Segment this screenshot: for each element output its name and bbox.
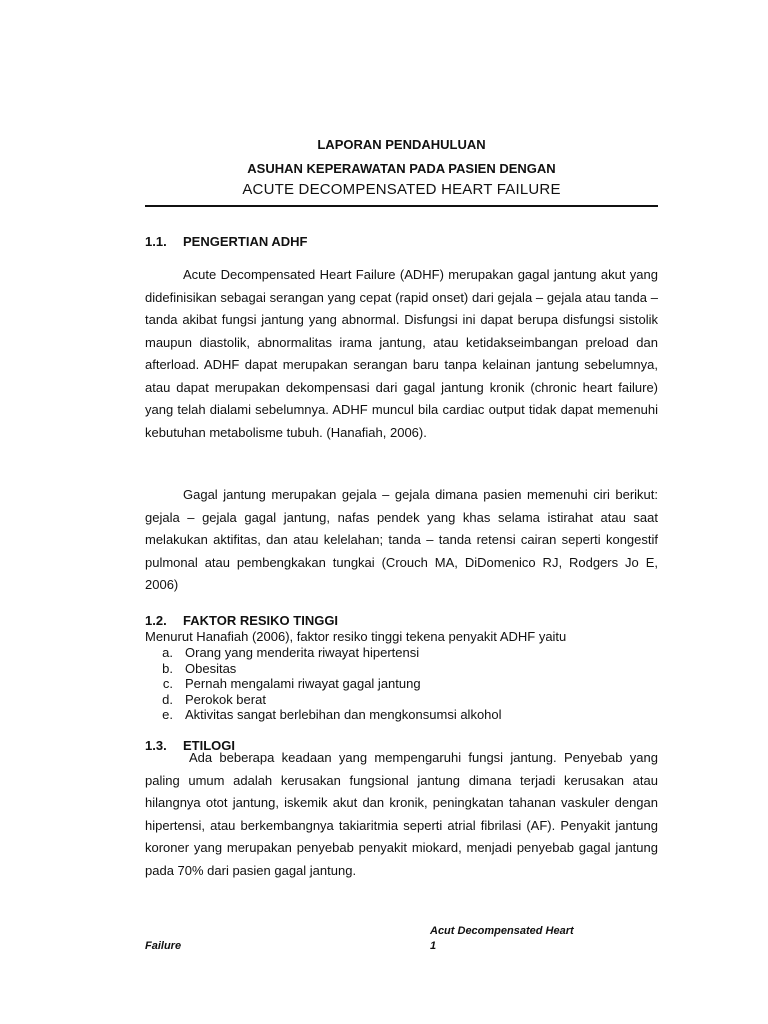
list-item-text: Perokok berat [185, 691, 266, 707]
list-item-text: Aktivitas sangat berlebihan dan mengkonsumsi alkohol [185, 707, 502, 722]
list-item-text: Obesitas [185, 660, 237, 676]
list-item-text: Orang yang menderita riwayat hipertensi [185, 645, 420, 660]
section-title: PENGERTIAN ADHF [183, 234, 308, 249]
list-marker: e. [162, 707, 173, 722]
section-title: ETILOGI [183, 738, 235, 753]
list-item [145, 676, 502, 692]
section-number: 1.1. [145, 234, 167, 249]
section-heading-faktor-resiko [145, 613, 338, 628]
section-number: 1.3. [145, 738, 167, 753]
footer-title: Acut Decompensated Heart [430, 925, 574, 937]
title-divider [145, 205, 658, 207]
report-title: LAPORAN PENDAHULUAN [317, 137, 486, 152]
list-marker: c. [162, 676, 173, 691]
section-number: 1.2. [145, 613, 167, 628]
paragraph: Gagal jantung merupakan gejala – gejala dimana pasien memenuhi ciri berikut: gejala – gejala gagal jantung, nafas pendek yang khas selama istirahat atau saat melakukan aktifitas, dan atau kelelahan; tanda – tanda retensi cairan seperti kongestif pulmonal atau pembengkakan tungkai (Crouch MA, DiDomenico RJ, Rodgers Jo E, 2006) [145, 487, 658, 592]
list-item [145, 645, 502, 661]
section-heading-pengertian [145, 234, 307, 249]
footer-title-continued: Failure [145, 940, 182, 952]
paragraph: Ada beberapa keadaan yang mempengaruhi fungsi jantung. Penyebab yang paling umum adalah kerusakan fungsional jantung dimana terjadi kerusakan atau hilangnya otot jantung, iskemik akut dan kronik, peningkatan tahanan vaskuler dengan hipertensi, atau berkembangnya takiaritmia seperti atrial fibrilasi (AF). Penyakit jantung koroner yang merupakan penyebab penyakit miokard, menjadi penyebab gagal jantung pada 70% dari pasien gagal jantung. [145, 750, 658, 878]
list-item [145, 692, 502, 708]
report-topic: ACUTE DECOMPENSATED HEART FAILURE [242, 181, 561, 198]
list-marker: a. [162, 645, 173, 660]
list-marker: b. [162, 660, 173, 676]
page-number: 1 [430, 940, 437, 952]
risk-factor-list [145, 645, 502, 723]
list-intro: Menurut Hanafiah (2006), faktor resiko tinggi tekena penyakit ADHF yaitu [145, 629, 567, 644]
paragraph: Acute Decompensated Heart Failure (ADHF) merupakan gagal jantung akut yang didefinisikan sebagai serangan yang cepat (rapid onset) dari gejala – gejala atau tanda – tanda akibat fungsi jantung yang abnormal. Disfungsi ini dapat berupa disfungsi sistolik maupun diastolik, abnormalitas irama jantung, atau ketidakseimbangan preload dan afterload. ADHF dapat merupakan serangan baru tanpa kelainan jantung sebelumnya, atau dapat merupakan dekompensasi dari gagal jantung kronik (chronic heart failure) yang telah dialami sebelumnya. ADHF muncul bila cardiac output tidak dapat memenuhi kebutuhan metabolisme tubuh. (Hanafiah, 2006). [145, 267, 658, 440]
list-item [145, 661, 502, 677]
section-title: FAKTOR RESIKO TINGGI [183, 613, 339, 628]
list-item [145, 707, 502, 723]
report-subtitle: ASUHAN KEPERAWATAN PADA PASIEN DENGAN [247, 161, 556, 176]
list-item-text: Pernah mengalami riwayat gagal jantung [185, 676, 421, 691]
list-marker: d. [162, 691, 173, 707]
